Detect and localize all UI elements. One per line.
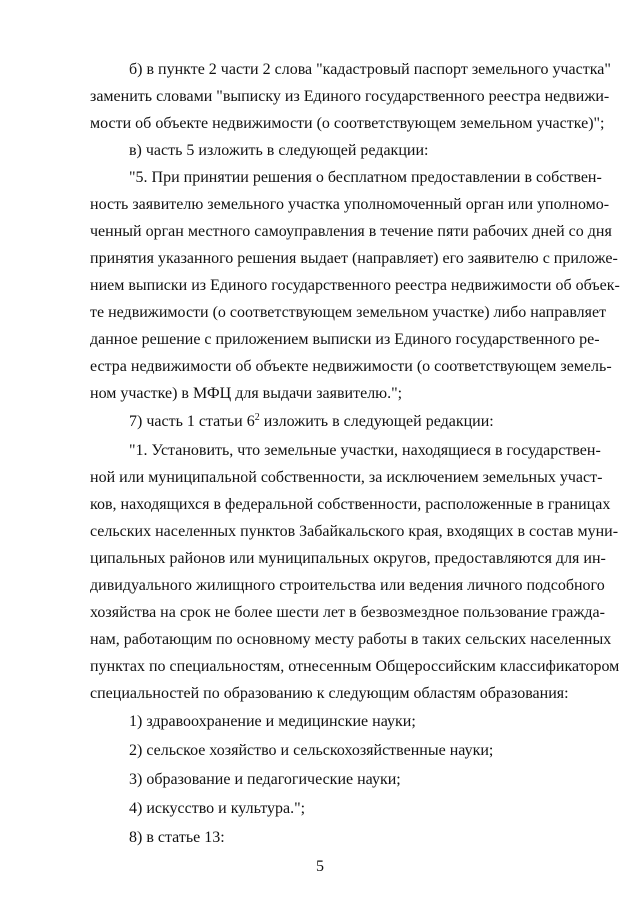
text-line: естра недвижимости об объекте недвижимости (о соответствующем земель-	[90, 358, 612, 375]
list-item: 3) образование и педагогические науки;	[129, 771, 401, 788]
text-line: хозяйства на срок не более шести лет в безвозмездное пользование гражда-	[90, 604, 605, 621]
text-line	[129, 412, 596, 432]
text-line: ципальных районов или муниципальных округов, предоставляются для ин-	[90, 550, 606, 567]
text-fragment: 7) часть 1 статьи 6	[129, 413, 255, 430]
text-line: данное решение с приложением выписки из Единого государственного ре-	[90, 331, 600, 348]
text-line: "1. Установить, что земельные участки, находящиеся в государствен-	[129, 442, 601, 459]
list-item: 2) сельское хозяйство и сельскохозяйственные науки;	[129, 742, 494, 759]
text-line: специальностей по образованию к следующим областям образования:	[90, 685, 569, 702]
text-line: 8) в статье 13:	[129, 829, 225, 846]
text-line: принятия указанного решения выдает (направляет) его заявителю с приложе-	[90, 250, 618, 267]
text-line: заменить словами "выписку из Единого государственного реестра недвижи-	[90, 88, 610, 105]
list-item: 4) искусство и культура.";	[129, 800, 306, 817]
text-line: пунктах по специальностям, отнесенным Общероссийским классификатором	[90, 658, 620, 675]
text-line: в) часть 5 изложить в следующей редакции:	[129, 142, 429, 159]
list-item: 1) здравоохранение и медицинские науки;	[129, 713, 416, 730]
text-line: ность заявителю земельного участка уполномоченный орган или уполномо-	[90, 196, 610, 213]
text-line: ков, находящихся в федеральной собственности, расположенные в границах	[90, 496, 611, 513]
text-line: "5. При принятии решения о бесплатном предоставлении в собствен-	[129, 169, 602, 186]
text-line: б) в пункте 2 части 2 слова "кадастровый паспорт земельного участка"	[129, 61, 611, 78]
page-number: 5	[316, 858, 324, 875]
text-line: нием выписки из Единого государственного реестра недвижимости об объек-	[90, 277, 620, 294]
text-line: те недвижимости (о соответствующем земельном участке) либо направляет	[90, 304, 607, 321]
superscript: 2	[254, 412, 260, 423]
text-fragment: изложить в следующей редакции:	[259, 413, 494, 430]
text-line: ной или муниципальной собственности, за исключением земельных участ-	[90, 469, 603, 486]
text-line: нам, работающим по основному месту работы в таких сельских населенных	[90, 631, 612, 648]
text-line: сельских населенных пунктов Забайкальского края, входящих в состав муни-	[90, 523, 619, 540]
text-line: ном участке) в МФЦ для выдачи заявителю.";	[90, 385, 403, 402]
text-line: дивидуального жилищного строительства или ведения личного подсобного	[90, 577, 605, 594]
text-line: ченный орган местного самоуправления в течение пяти рабочих дней со дня	[90, 223, 612, 240]
text-line: мости об объекте недвижимости (о соответствующем земельном участке)";	[90, 115, 605, 132]
